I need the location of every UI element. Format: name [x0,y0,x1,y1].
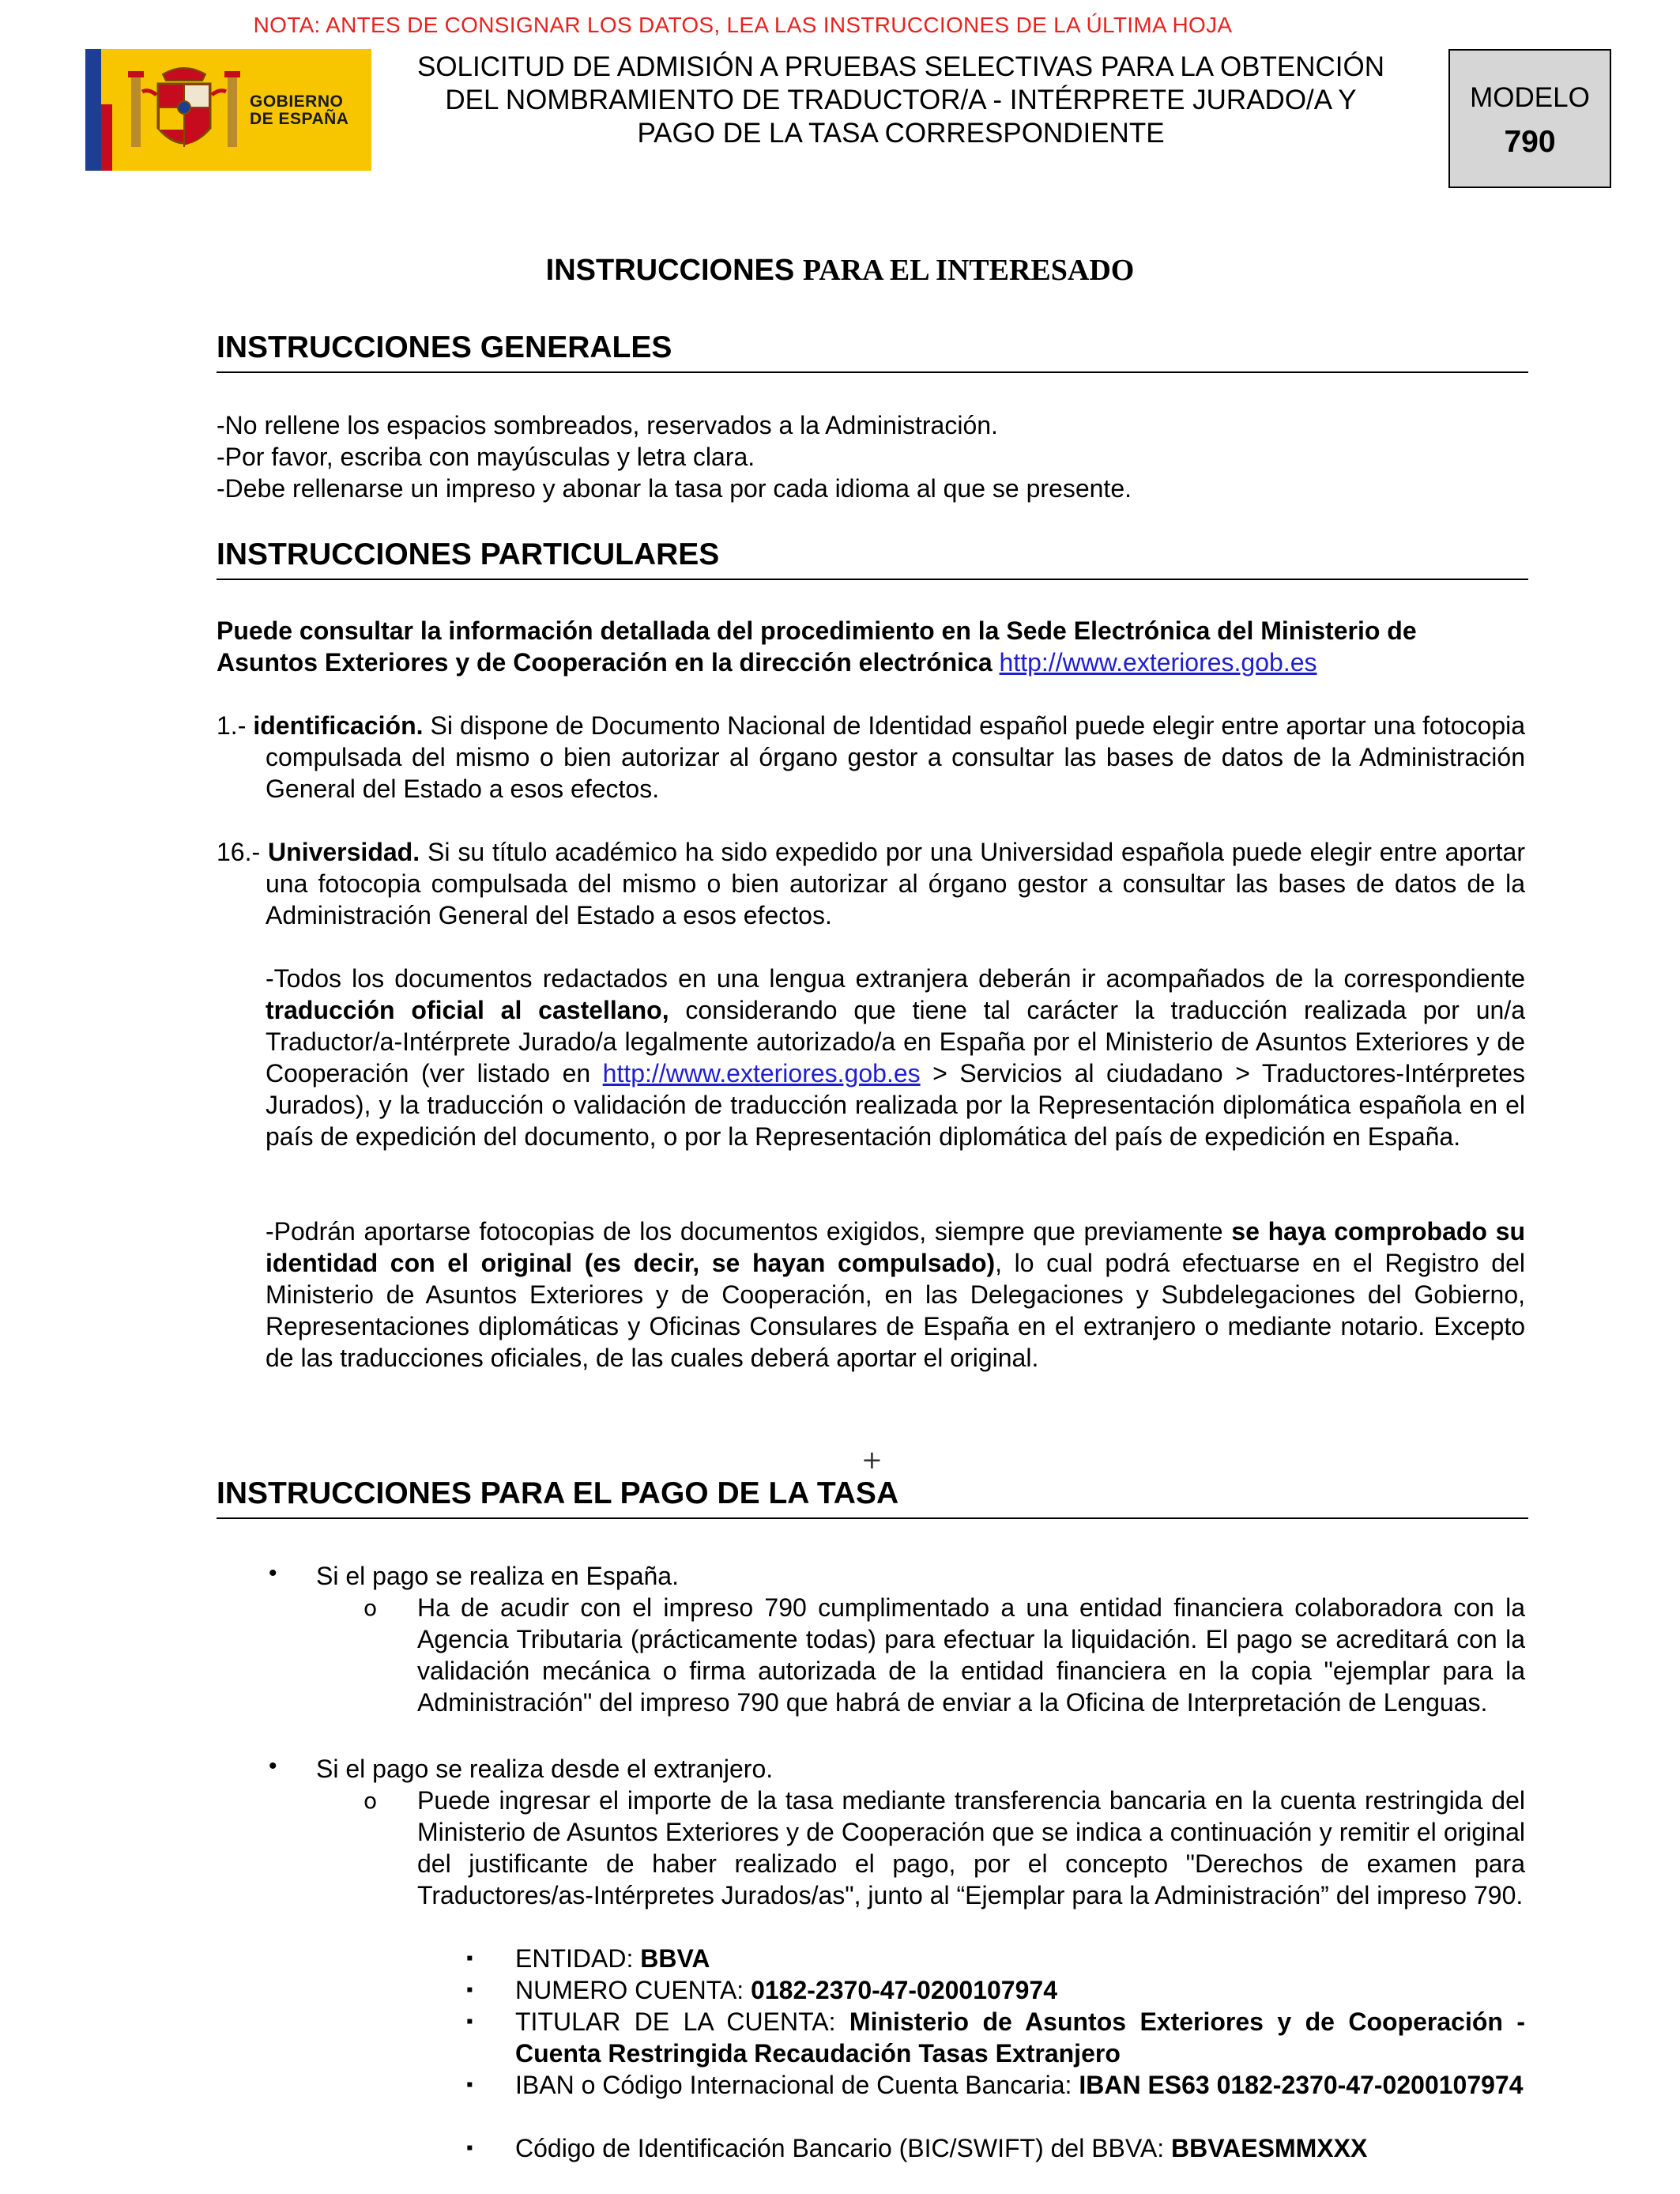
square-bullet-icon: ▪ [466,2137,473,2158]
pago-extranjero: Si el pago se realiza desde el extranjero. [316,1755,774,1783]
paragraph-bold-text: traducción oficial al castellano, [266,996,669,1024]
bank-field-value: IBAN ES63 0182-2370-47-0200107974 [1079,2071,1524,2099]
pago-extranjero-detail: Puede ingresar el importe de la tasa mediante transferencia bancaria en la cuenta restringida del Ministerio de Asuntos Exteriores y de Cooperación que se indica a continuación y remitir el original del justificante de haber realizado el pago, por el concepto "Derechos de examen para Traductores/as-Intérpretes Jurados/as", junto al “Ejemplar para la Administración” del impreso 790. [417,1786,1525,1909]
square-bullet-icon: ▪ [466,1947,473,1969]
bank-field-label: ENTIDAD: [515,1944,641,1973]
coat-of-arms-icon [125,60,243,161]
bank-bic [515,2132,1525,2164]
bank-field-label: TITULAR DE LA CUENTA: [515,2007,849,2036]
modelo-label: MODELO [1470,82,1590,113]
intro-bold-text: Puede consultar la información detallada del procedimiento en la Sede Electrónica del Ministerio de Asuntos Exteriores y de Cooperación en la dirección electrónica [217,616,1417,677]
square-bullet-icon: ▪ [466,1979,473,2000]
paragraph-text: -Todos los documentos redactados en una lengua extranjera deberán ir acompañados de la correspondiente [266,964,1525,993]
modelo-box [1448,49,1611,188]
item-title: Universidad. [268,838,420,866]
logo-wordmark-line1: GOBIERNO [250,92,344,111]
pago-espana: Si el pago se realiza en España. [316,1562,679,1590]
general-instructions [217,409,1525,504]
square-bullet-icon: ▪ [466,2074,473,2095]
bank-field-label: IBAN o Código Internacional de Cuenta Bancaria: [515,2071,1079,2099]
section-heading-pago: INSTRUCCIONES PARA EL PAGO DE LA TASA [217,1476,1528,1519]
section-heading-generales: INSTRUCCIONES GENERALES [217,330,1528,373]
modelo-number: 790 [1504,125,1556,159]
bank-account-holder [515,2006,1525,2069]
exteriores-link[interactable]: http://www.exteriores.gob.es [602,1059,921,1088]
bullet-icon: • [269,1560,277,1586]
gobierno-logo [85,49,371,171]
paragraph-bold-text: se haya comprobado su identidad con el original (es decir, se hayan compulsado) [266,1217,1526,1277]
general-line: -No rellene los espacios sombreados, reservados a la Administración. [217,411,998,439]
paragraph-fotocopias [266,1216,1525,1374]
bank-field-value: BBVAESMMXXX [1170,2134,1368,2162]
item-text: Si dispone de Documento Nacional de Identidad español puede elegir entre aportar una fotocopia compulsada del mismo o bien autorizar al órgano gestor a consultar las bases de datos de la Administración General del Estado a esos efectos. [266,711,1526,803]
document-title-part1: INSTRUCCIONES [545,254,803,287]
bank-field-value: Ministerio de Asuntos Exteriores y de Cooperación - Cuenta Restringida Recaudación Tasas Extranjero [515,2007,1526,2068]
circle-bullet-icon: o [363,1788,378,1814]
bank-field-label: NUMERO CUENTA: [515,1976,751,2004]
logo-red-band [101,104,112,171]
form-title-line1: SOLICITUD DE ADMISIÓN A PRUEBAS SELECTIVAS PARA LA OBTENCIÓN [416,51,1385,82]
logo-wordmark [250,93,348,128]
item-universidad [217,836,1525,931]
bank-entity [515,1943,1525,1974]
logo-wordmark-line2: DE ESPAÑA [250,110,349,128]
pago-espana-detail: Ha de acudir con el impreso 790 cumplimentado a una entidad financiera colaboradora con la Agencia Tributaria (prácticamente todas) para efectuar la liquidación. El pago se acreditará con la validación mecánica o firma autorizada de la entidad financiera en la copia "ejemplar para la Administración" del impreso 790 que habrá de enviar a la Oficina de Interpretación de Lenguas. [417,1593,1525,1717]
bank-account-number [515,1974,1525,2006]
item-identificacion [217,710,1525,805]
logo-blue-band [85,49,101,171]
general-line: -Por favor, escriba con mayúsculas y letra clara. [217,443,755,471]
item-title: identificación. [253,711,424,740]
warning-note: NOTA: ANTES DE CONSIGNAR LOS DATOS, LEA LAS INSTRUCCIONES DE LA ÚLTIMA HOJA [253,13,1233,37]
paragraph-text: , lo cual podrá efectuarse en el Registro del Ministerio de Asuntos Exteriores y de Cooperación, en las Delegaciones y Subdelegaciones del Gobierno, Representaciones diplomáticas y Oficinas Consulares de España en el extranjero o mediante notario. Excepto de las traducciones oficiales, de las cuales deberá aportar el original. [266,1249,1526,1372]
circle-bullet-icon: o [363,1595,378,1621]
square-bullet-icon: ▪ [466,2011,473,2032]
bank-iban [515,2069,1525,2101]
section-heading-particulares: INSTRUCCIONES PARTICULARES [217,537,1528,580]
bank-field-value: 0182-2370-47-0200107974 [751,1976,1057,2004]
item-number: 16.- [217,838,261,866]
document-title [0,253,1680,288]
form-title-line3: PAGO DE LA TASA CORRESPONDIENTE [637,118,1165,149]
bank-field-label: Código de Identificación Bancario (BIC/SWIFT) del BBVA: [515,2134,1171,2162]
plus-mark: + [861,1445,883,1475]
document-title-part2: PARA EL INTERESADO [802,254,1135,287]
item-number: 1.- [217,711,247,740]
paragraph-text: -Podrán aportarse fotocopias de los documentos exigidos, siempre que previamente [266,1217,1223,1246]
form-title [395,51,1407,150]
paragraph-traduccion-oficial [266,963,1525,1152]
bank-field-value: BBVA [640,1944,710,1973]
bullet-icon: • [269,1753,277,1779]
paragraph-text: considerando que tiene tal carácter la traducción realizada por un/a Traductor/a-Intérprete Jurado/a legalmente autorizado/a en España por el Ministerio de Asuntos Exteriores y de Cooperación (ver listado en [266,996,1526,1088]
paragraph-text: > Servicios al ciudadano > Traductores-Intérpretes Jurados), y la traducción o validación de traducción realizada por la Representación diplomática española en el país de expedición del documento, o por la Representación diplomática del país de expedición en España. [266,1059,1525,1151]
general-line: -Debe rellenarse un impreso y abonar la tasa por cada idioma al que se presente. [217,474,1132,503]
item-text: Si su título académico ha sido expedido por una Universidad española puede elegir entre aportar una fotocopia compulsada del mismo o bien autorizar al órgano gestor a consultar las bases de datos de la Administración General del Estado a esos efectos. [266,838,1526,929]
particulares-intro [217,615,1520,678]
exteriores-link[interactable]: http://www.exteriores.gob.es [999,648,1317,677]
form-title-line2: DEL NOMBRAMIENTO DE TRADUCTOR/A - INTÉRPRETE JURADO/A Y [445,85,1357,115]
